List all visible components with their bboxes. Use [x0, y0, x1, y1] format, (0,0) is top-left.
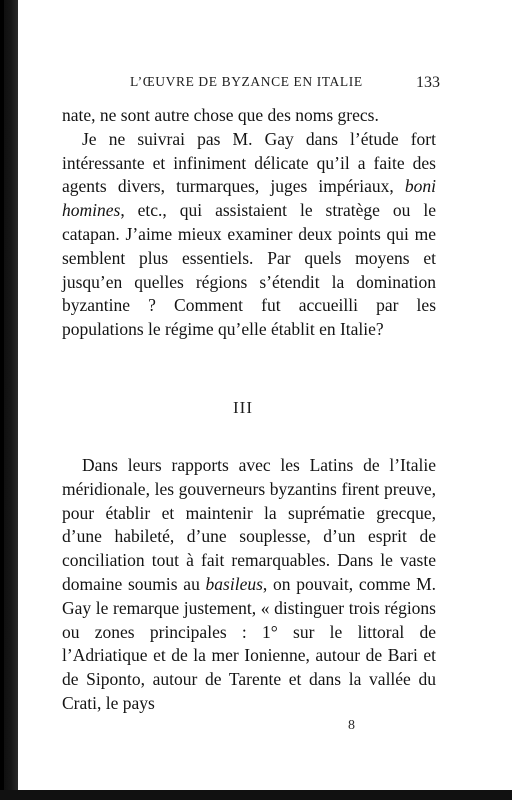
paragraph-gay-study-text-2: , etc., qui assistaient le stratège ou le catapan. J’aime mieux examiner deux points qui me semblent plus essentiels. Par quels moyens et jusqu’en quelles régions s’étendit la domination byzantine ? Comment fut accueilli par les populations le régime qu’elle établit en Italie? — [62, 200, 436, 340]
paragraph-latins-text-1: Dans leurs rapports avec les Latins de l’Italie méridionale, les gouverneurs byzantins firent preuve, pour établir et maintenir la suprématie grecque, d’une habileté, d’une souplesse, d’un esprit de conciliation tout à fait remarquables. Dans le vaste domaine soumis au — [62, 455, 436, 594]
italic-term-boni-homines: boni homines — [62, 176, 436, 221]
text-block-bottom — [62, 454, 436, 716]
scan-border-left — [0, 0, 4, 800]
book-page — [18, 0, 512, 800]
section-heading: III — [233, 398, 253, 417]
paragraph-continuation: nate, ne sont autre chose que des noms grecs. — [62, 105, 379, 125]
scan-border-bottom — [0, 790, 512, 800]
text-block-top — [62, 104, 436, 342]
signature-mark: 8 — [348, 718, 355, 733]
paragraph-gay-study — [62, 128, 436, 342]
page-number: 133 — [416, 74, 440, 91]
paragraph-latins — [62, 454, 436, 716]
italic-term-basileus: basileus — [205, 573, 263, 594]
paragraph-latins-text-2: , on pouvait, comme M. Gay le remarque justement, « distinguer trois régions ou zones principales : 1° sur le littoral de l’Adriatique et de la mer Ionienne, autour de Bari et de Siponto, autour de Tarente et dans la vallée du Crati, le pays — [62, 573, 437, 713]
paragraph-gay-study-text-1: Je ne suivrai pas M. Gay dans l’étude fort intéressante et infiniment délicate qu’il a faite des agents divers, turmarques, juges impériaux, — [62, 128, 436, 197]
running-head: L’ŒUVRE DE BYZANCE EN ITALIE — [130, 74, 363, 89]
